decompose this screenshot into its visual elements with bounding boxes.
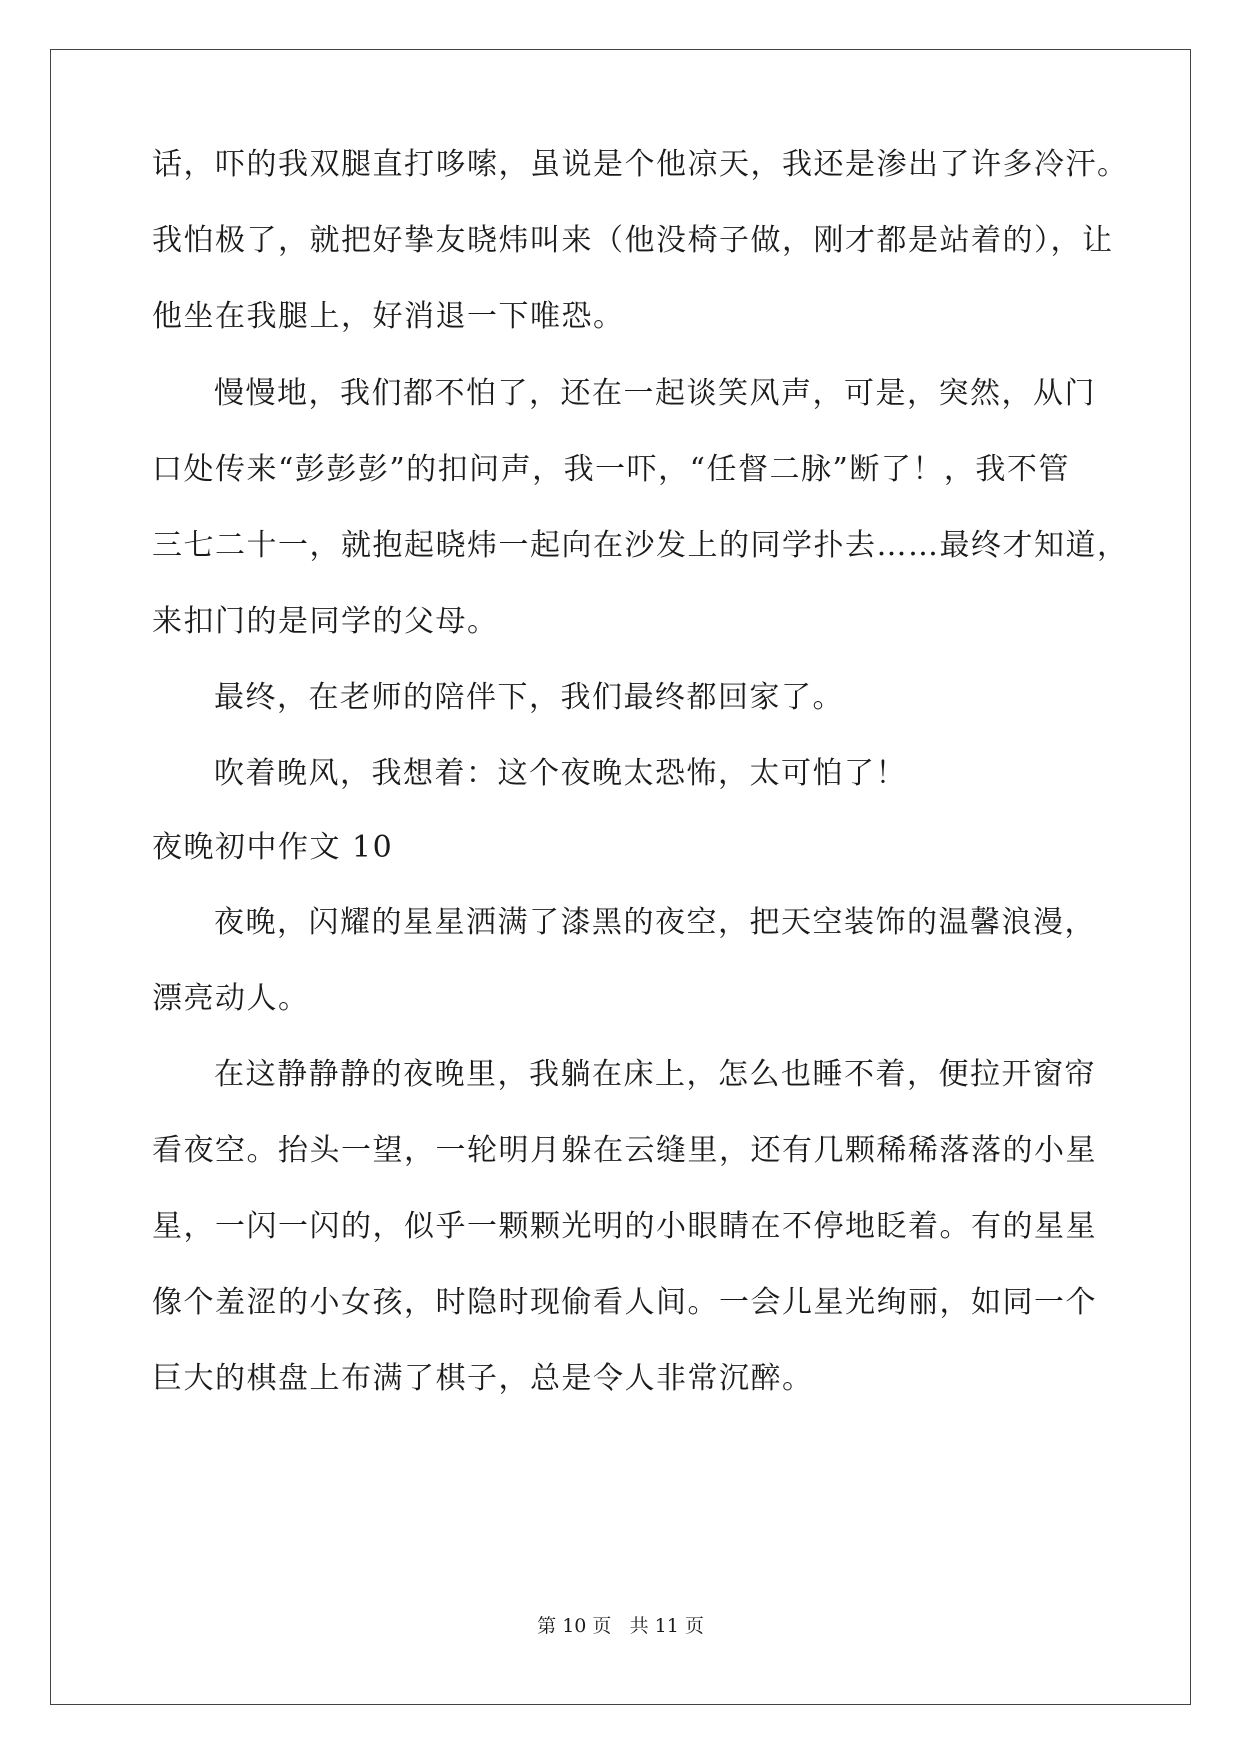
paragraph-line: 吹着晚风，我想着：这个夜晚太恐怖，太可怕了！ bbox=[214, 756, 907, 791]
paragraph-line: 他坐在我腿上，好消退一下唯恐。 bbox=[152, 299, 625, 334]
paragraph-line: 巨大的棋盘上布满了棋子，总是令人非常沉醉。 bbox=[152, 1361, 814, 1396]
page-number: 第 10 页 bbox=[537, 1615, 612, 1637]
paragraph-line: 口处传来“彭彭彭”的扣问声，我一吓，“任督二脉”断了！，我不管 bbox=[152, 452, 1070, 487]
paragraph-line: 在这静静静的夜晚里，我躺在床上，怎么也睡不着，便拉开窗帘 bbox=[214, 1057, 1096, 1092]
paragraph-line: 像个羞涩的小女孩，时隐时现偷看人间。一会儿星光绚丽，如同一个 bbox=[152, 1285, 1097, 1320]
paragraph-line: 看夜空。抬头一望，一轮明月躲在云缝里，还有几颗稀稀落落的小星 bbox=[152, 1133, 1097, 1168]
paragraph-line: 来扣门的是同学的父母。 bbox=[152, 604, 499, 639]
section-heading: 夜晚初中作文 10 bbox=[152, 830, 394, 865]
paragraph-line: 慢慢地，我们都不怕了，还在一起谈笑风声，可是，突然，从门 bbox=[214, 376, 1096, 411]
paragraph-line: 话，吓的我双腿直打哆嗦，虽说是个他凉天，我还是渗出了许多冷汗。 bbox=[152, 147, 1129, 182]
paragraph-line: 最终，在老师的陪伴下，我们最终都回家了。 bbox=[214, 680, 844, 715]
paragraph-line: 夜晚，闪耀的星星洒满了漆黑的夜空，把天空装饰的温馨浪漫， bbox=[214, 905, 1096, 940]
page-footer bbox=[0, 1613, 1241, 1639]
paragraph-line: 三七二十一，就抱起晓炜一起向在沙发上的同学扑去……最终才知道， bbox=[152, 528, 1129, 563]
paragraph-line: 我怕极了，就把好挚友晓炜叫来（他没椅子做，刚才都是站着的），让 bbox=[152, 223, 1114, 258]
paragraph-line: 漂亮动人。 bbox=[152, 981, 310, 1016]
paragraph-line: 星，一闪一闪的，似乎一颗颗光明的小眼睛在不停地眨着。有的星星 bbox=[152, 1209, 1097, 1244]
page-total: 共 11 页 bbox=[629, 1615, 704, 1637]
